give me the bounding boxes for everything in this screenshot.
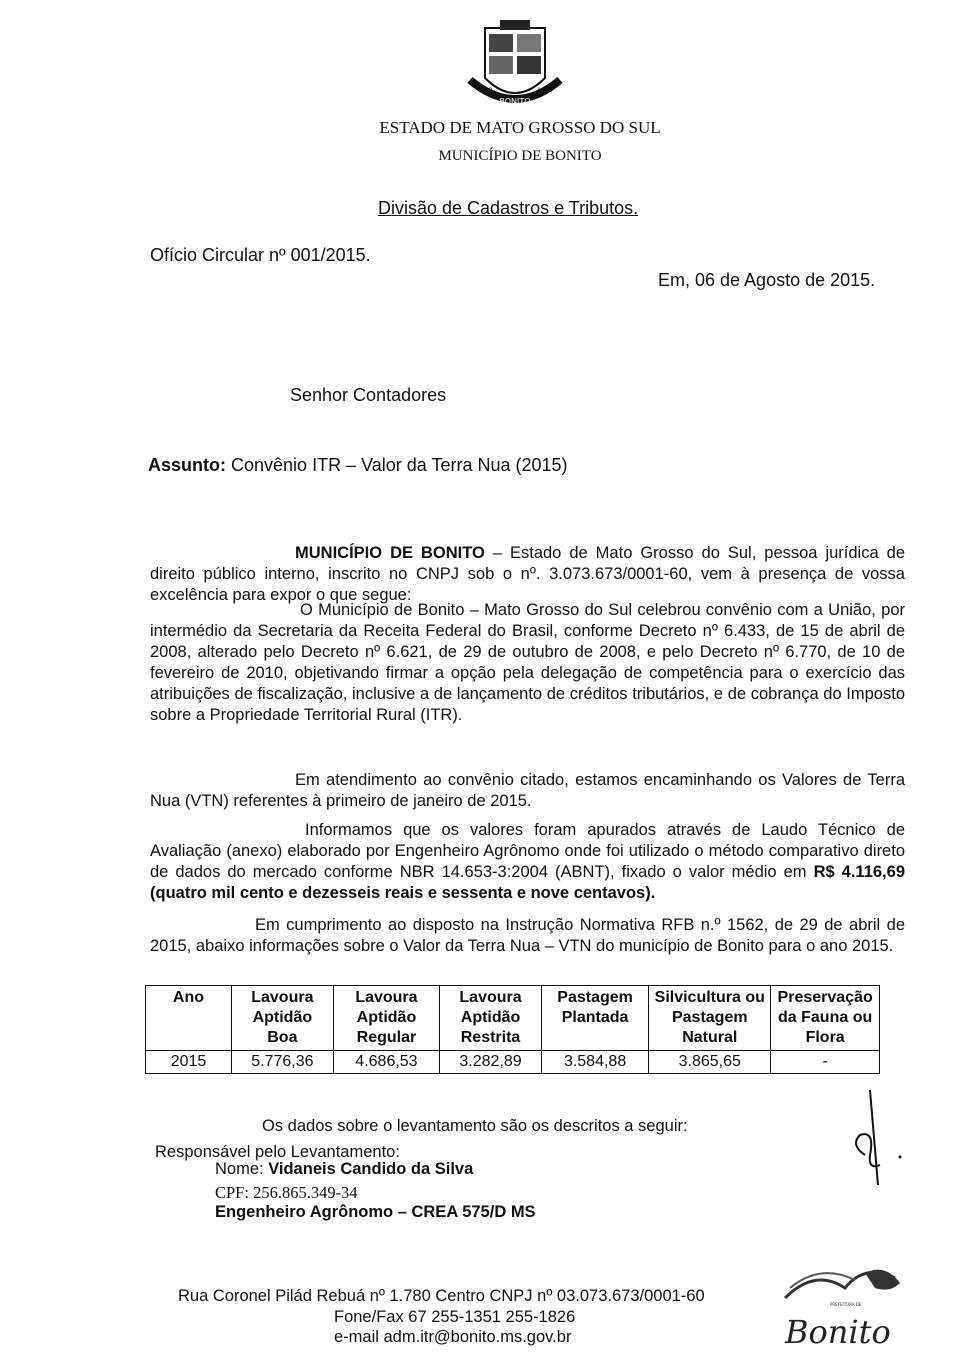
table-header-cell: Preservação da Fauna ou Flora: [771, 986, 880, 1051]
table-header-cell: Lavoura Aptidão Boa: [231, 986, 333, 1051]
paragraph-valores: [150, 820, 905, 904]
paragraph-intro-rest: – Estado de Mato Grosso do Sul, pessoa jurídica de direito público interno, inscrito no CNPJ sob o nº. 3.073.673/0001-60, vem à presença de vossa excelência para expor o que segue:: [150, 544, 905, 604]
subject-label: Assunto:: [148, 455, 226, 475]
paragraph-instrucao: Em cumprimento ao disposto na Instrução Normativa RFB n.º 1562, de 29 de abril de 2015, abaixo informações sobre o Valor da Terra Nua – VTN do município de Bonito para o ano 2015.: [150, 916, 905, 955]
header-division: Divisão de Cadastros e Tributos.: [378, 198, 639, 218]
salutation: Senhor Contadores: [290, 385, 447, 405]
survey-name-value: Vidaneis Candido da Silva: [268, 1160, 474, 1178]
survey-role: Engenheiro Agrônomo – CREA 575/D MS: [215, 1203, 536, 1221]
table-row: [146, 1051, 880, 1074]
table-cell: 3.282,89: [440, 1051, 542, 1074]
header-municipality: MUNICÍPIO DE BONITO: [438, 148, 602, 164]
crest-left-number: 2 10: [479, 87, 493, 94]
table-header-cell: Lavoura Aptidão Regular: [333, 986, 439, 1051]
paragraph-intro: [150, 543, 905, 606]
table-header-cell: Ano: [146, 986, 232, 1051]
paragraph-valores-bold: R$ 4.116,69 (quatro mil cento e dezesseis reais e sessenta e nove centavos).: [150, 863, 905, 902]
table-header-cell: Pastagem Plantada: [541, 986, 648, 1051]
table-cell: 3.584,88: [541, 1051, 648, 1074]
footer-address: Rua Coronel Pilád Rebuá nº 1.780 Centro CNPJ nº 03.073.673/0001-60: [178, 1287, 705, 1305]
oficio-number: Ofício Circular nº 001/2015.: [150, 245, 371, 265]
bonito-logo-small-text: PREFEITURA DE: [830, 1302, 862, 1307]
table-header-cell: Silvicultura ou Pastagem Natural: [649, 986, 771, 1051]
municipal-crest-logo: [465, 18, 565, 118]
footer-phone: Fone/Fax 67 255-1351 255-1826: [334, 1308, 576, 1326]
paragraph-convenio: O Município de Bonito – Mato Grosso do Sul celebrou convênio com a União, por intermédio da Secretaria da Receita Federal do Brasil, conforme Decreto nº 6.433, de 15 de abril de 2008, alterado pelo Decreto nº 6.621, de 29 de outubro de 2008, e pelo Decreto nº 6.770, de 10 de fevereiro de 2010, objetivando firmar a opção pela delegação de competência para o exercício das atribuições de fiscalização, inclusive a de lançamento de créditos tributários, e de cobrança do Imposto sobre a Propriedade Territorial Rural (ITR).: [150, 601, 905, 724]
footer-email: e-mail adm.itr@bonito.ms.gov.br: [334, 1328, 572, 1346]
paragraph-valores-text: Informamos que os valores foram apurados através de Laudo Técnico de Avaliação (anexo) elaborado por Engenheiro Agrônomo onde foi utilizado o método comparativo direto de dados do mercado conforme NBR 14.653-3:2004 (ABNT), fixado o valor médio em: [150, 821, 905, 881]
vtn-table: [145, 985, 880, 1074]
paragraph-intro-bold: MUNICÍPIO DE BONITO: [295, 544, 485, 562]
table-header-row: [146, 986, 880, 1051]
bonito-logo: [775, 1258, 910, 1350]
table-cell: 5.776,36: [231, 1051, 333, 1074]
survey-name: [215, 1160, 473, 1179]
table-cell: 4.686,53: [333, 1051, 439, 1074]
survey-intro: Os dados sobre o levantamento são os descritos a seguir:: [262, 1117, 688, 1135]
handwritten-signature: [830, 1085, 920, 1195]
survey-name-label: Nome:: [215, 1160, 269, 1178]
header-state: ESTADO DE MATO GROSSO DO SUL: [379, 118, 661, 137]
document-date: Em, 06 de Agosto de 2015.: [658, 270, 876, 290]
subject-text: Convênio ITR – Valor da Terra Nua (2015): [231, 455, 568, 475]
bonito-logo-text: Bonito: [785, 1313, 891, 1350]
subject-line: [148, 455, 568, 476]
survey-cpf: CPF: 256.865.349-34: [215, 1183, 358, 1202]
survey-responsible-label: Responsável pelo Levantamento:: [155, 1143, 400, 1161]
table-cell: 3.865,65: [649, 1051, 771, 1074]
table-cell: 2015: [146, 1051, 232, 1074]
table-cell: -: [771, 1051, 880, 1074]
paragraph-atendimento: Em atendimento ao convênio citado, estamos encaminhando os Valores de Terra Nua (VTN) referentes à primeiro de janeiro de 2015.: [150, 771, 905, 810]
table-header-cell: Lavoura Aptidão Restrita: [440, 986, 542, 1051]
crest-ribbon-text: BONITO: [499, 97, 531, 106]
crest-right-number: 1948: [537, 87, 553, 94]
